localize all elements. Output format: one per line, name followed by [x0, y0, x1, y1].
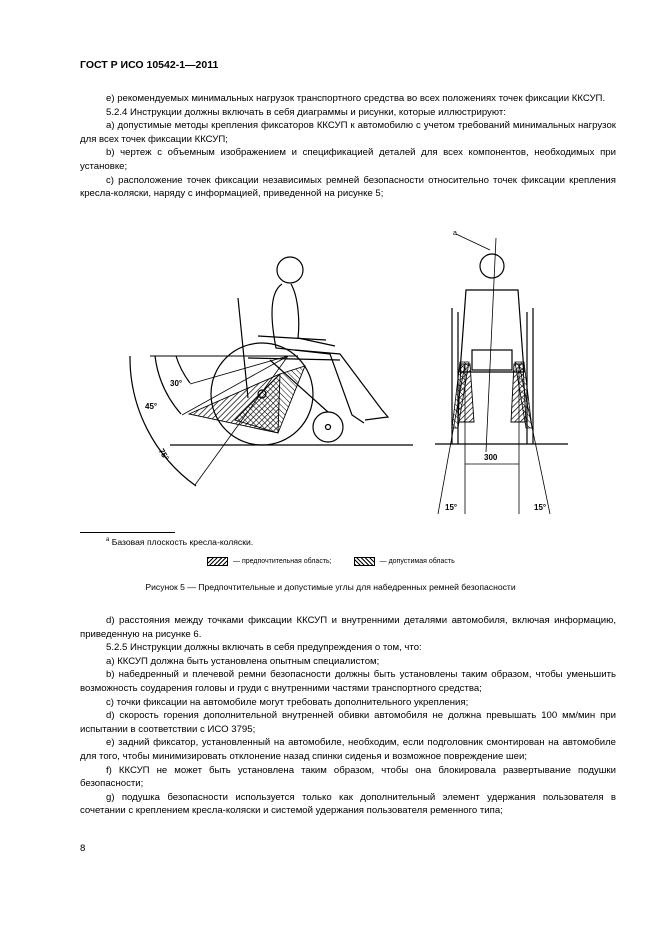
legend-permissible-label: — допустимая область	[379, 558, 455, 565]
figure-caption: Рисунок 5 — Предпочтительные и допустимые углы для набедренных ремней безопасности	[145, 582, 516, 592]
figure-5-drawing	[120, 222, 590, 527]
footnote-text: Базовая плоскость кресла-коляски.	[111, 537, 254, 547]
legend-preferred-label: — предпочтительная область;	[233, 558, 332, 565]
paragraph: а) ККСУП должна быть установлена опытным специалистом;	[106, 655, 380, 667]
paragraph: d) скорость горения дополнительной внутренней обивки автомобиля не должна превышать 100 мм/мин при испытании в соответствии с ИСО 3795;	[80, 710, 616, 735]
wheel-front	[313, 412, 343, 442]
page-number: 8	[80, 843, 86, 854]
angle-label-right: 15°	[534, 503, 547, 512]
angle-label-45: 45°	[145, 402, 158, 411]
figure-legend	[207, 557, 455, 566]
legend-swatch-preferred	[207, 557, 228, 566]
angle-label-30: 30°	[170, 379, 183, 388]
paragraph: b) чертеж с объемным изображением и спецификацией деталей для всех компонентов, необходимых при установке;	[80, 147, 616, 172]
legend-swatch-permissible	[354, 557, 375, 566]
paragraph: е) рекомендуемых минимальных нагрузок транспортного средства во всех положениях точек фиксации ККСУП.	[106, 93, 606, 104]
front-marker-a: a	[453, 230, 457, 237]
body-text-top	[80, 92, 616, 201]
person-head	[277, 257, 303, 283]
document-header: ГОСТ Р ИСО 10542-1—2011	[80, 59, 219, 71]
front-marker-leader	[456, 234, 490, 250]
paragraph: g) подушка безопасности используется только как дополнительный элемент удержания пользователя в сочетании с креплением кресла-коляски и системой удержания пользователя ременного типа;	[80, 791, 616, 817]
paragraph: 5.2.4 Инструкции должны включать в себя диаграммы и рисунки, которые иллюстрируют:	[106, 106, 506, 118]
angle-label-75: 75°	[156, 447, 171, 463]
side-view	[130, 257, 413, 486]
front-head	[480, 254, 504, 278]
paragraph: а) допустимые методы крепления фиксаторов ККСУП к автомобилю с учетом требований минимальных нагрузок для всех точек фиксации ККСУП;	[80, 120, 616, 145]
angle-ray-right	[519, 364, 550, 514]
footnote-divider	[80, 532, 175, 533]
paragraph: е) задний фиксатор, установленный на автомобиле, необходим, если подголовник смонтирован на автомобиле для того, чтобы минимизировать отклонение назад спинки сиденья и возможное повреждение шеи;	[80, 737, 616, 762]
footnote-mark: a	[106, 537, 110, 544]
paragraph: 5.2.5 Инструкции должны включать в себя предупреждения о том, что:	[106, 642, 422, 654]
angle-label-left: 15°	[445, 503, 458, 512]
dimension-label: 300	[484, 453, 498, 462]
front-view	[435, 234, 568, 514]
paragraph: с) точки фиксации на автомобиле могут требовать дополнительного укрепления;	[106, 696, 469, 708]
front-seat	[472, 350, 512, 370]
paragraph: d) расстояния между точками фиксации ККСУП и внутренними деталями автомобиля, включая информацию, приведенную на рисунке 6.	[80, 615, 616, 640]
chair-armrest	[258, 336, 326, 340]
paragraph: b) набедренный и плечевой ремни безопасности должны быть установлены таким образом, чтобы уменьшить возможность соударения головы и груди с внутренними частями транспортного средства;	[80, 669, 616, 694]
body-text-bottom	[80, 614, 616, 818]
angle-arc-75	[130, 356, 196, 486]
figure-footnote	[106, 537, 253, 547]
chair-seat	[248, 358, 340, 360]
paragraph: с) расположение точек фиксации независимых ремней безопасности относительно точек фиксации крепления кресла-коляски, наряду с информацией, приведенной на рисунке 5;	[80, 174, 616, 200]
wheel-front-hub	[326, 425, 331, 430]
front-centerline	[486, 238, 496, 452]
paragraph: f) ККСУП не может быть установлена таким образом, чтобы она блокировала развертывание подушки безопасности;	[80, 764, 616, 790]
